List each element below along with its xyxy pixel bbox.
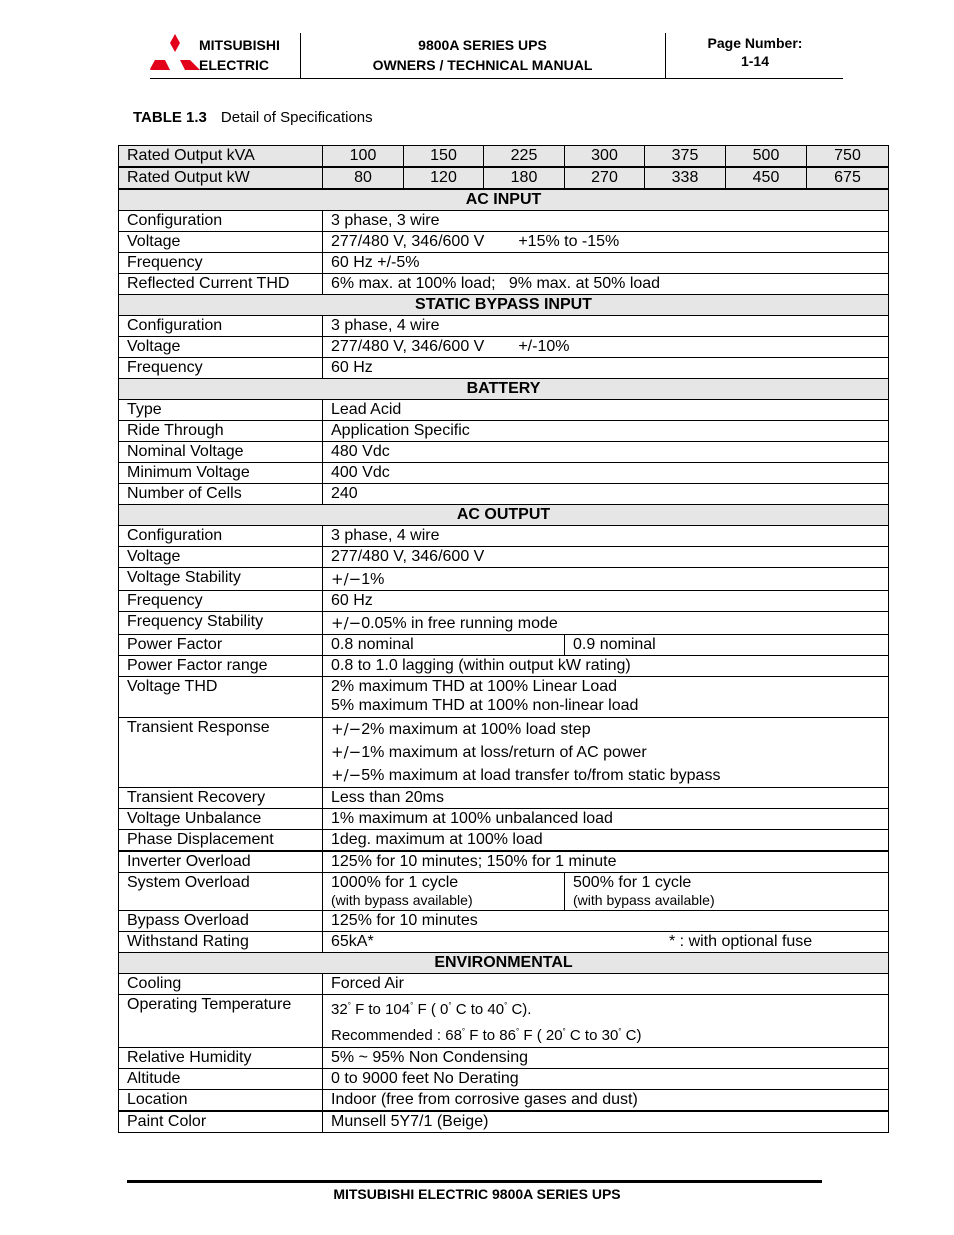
- table-row: [119, 1090, 889, 1112]
- table-row: [119, 591, 889, 612]
- spec-value-tolerance: +15% to -15%: [518, 233, 620, 250]
- table-row: [119, 274, 889, 295]
- spec-value-line: [331, 741, 888, 764]
- table-caption-label: TABLE 1.3: [133, 109, 207, 126]
- plus-minus-symbol: +/−: [331, 570, 362, 588]
- table-row: [119, 974, 889, 995]
- degree-symbol: °: [515, 1027, 520, 1036]
- spec-value: 400 Vdc: [323, 463, 889, 484]
- company-name-line2: ELECTRIC: [199, 57, 269, 73]
- table-row: [119, 337, 889, 358]
- spec-value-text: 500% for 1 cycle: [573, 874, 692, 891]
- spec-label: Power Factor range: [119, 656, 323, 677]
- header-rule: [150, 78, 843, 79]
- battery-heading: BATTERY: [119, 379, 889, 400]
- section-header-row: [119, 953, 889, 974]
- temp-text: F to 104: [355, 1001, 411, 1018]
- table-row: [119, 932, 889, 953]
- spec-value: 0.9 nominal: [565, 635, 889, 656]
- temp-text: C): [625, 1027, 642, 1044]
- spec-label: Configuration: [119, 316, 323, 337]
- table-row: [119, 1069, 889, 1090]
- spec-value-text: 277/480 V, 346/600 V: [331, 338, 485, 355]
- table-row: [119, 656, 889, 677]
- specifications-table: [118, 145, 889, 1133]
- mitsubishi-logo-icon: [150, 34, 200, 74]
- spec-value-text: 2% maximum at 100% load step: [361, 721, 591, 738]
- spec-value-text: 1000% for 1 cycle: [331, 874, 459, 891]
- spec-value: [323, 337, 889, 358]
- rated-kw-cell: 180: [484, 167, 565, 189]
- spec-value-text: 0.05% in free running mode: [361, 615, 558, 632]
- plus-minus-symbol: +/−: [331, 720, 362, 738]
- spec-label: Configuration: [119, 526, 323, 547]
- spec-label: Altitude: [119, 1069, 323, 1090]
- manual-title-line1: 9800A SERIES UPS: [418, 37, 547, 53]
- spec-label: Transient Recovery: [119, 788, 323, 809]
- spec-value: [565, 873, 889, 911]
- table-row: [119, 1111, 889, 1133]
- spec-value: 3 phase, 3 wire: [323, 211, 889, 232]
- plus-minus-symbol: +/−: [331, 614, 362, 632]
- spec-label: Transient Response: [119, 718, 323, 788]
- spec-value: 480 Vdc: [323, 442, 889, 463]
- spec-label: Voltage: [119, 337, 323, 358]
- spec-value-line: 5% maximum THD at 100% non-linear load: [331, 697, 639, 714]
- plus-minus-symbol: +/−: [331, 743, 362, 761]
- ac-output-heading: AC OUTPUT: [119, 505, 889, 526]
- spec-label: Power Factor: [119, 635, 323, 656]
- spec-label: Phase Displacement: [119, 830, 323, 852]
- spec-value-note: (with bypass available): [573, 892, 715, 908]
- table-row: [119, 400, 889, 421]
- temp-text: F to 86: [469, 1027, 516, 1044]
- table-row: [119, 1048, 889, 1069]
- temp-text: C to 40: [455, 1001, 505, 1018]
- static-bypass-heading: STATIC BYPASS INPUT: [119, 295, 889, 316]
- environmental-heading: ENVIRONMENTAL: [119, 953, 889, 974]
- rated-kw-label: Rated Output kW: [119, 167, 323, 189]
- spec-label: Relative Humidity: [119, 1048, 323, 1069]
- rated-kva-cell: 500: [726, 146, 807, 168]
- temp-text: 32: [331, 1001, 348, 1018]
- spec-value: 1deg. maximum at 100% load: [323, 830, 889, 852]
- spec-value-line: [331, 995, 888, 1021]
- spec-label: Type: [119, 400, 323, 421]
- table-row: [119, 484, 889, 505]
- spec-value: [323, 232, 889, 253]
- degree-symbol: °: [448, 1001, 452, 1010]
- spec-value: Less than 20ms: [323, 788, 889, 809]
- spec-label: Voltage: [119, 232, 323, 253]
- footer-text: MITSUBISHI ELECTRIC 9800A SERIES UPS: [333, 1186, 621, 1202]
- rated-kva-cell: 150: [404, 146, 484, 168]
- table-row: [119, 526, 889, 547]
- ac-input-heading: AC INPUT: [119, 189, 889, 211]
- spec-label: Voltage THD: [119, 677, 323, 718]
- spec-label: System Overload: [119, 873, 323, 911]
- page-number-label: Page Number:: [707, 35, 803, 51]
- table-row: [119, 463, 889, 484]
- spec-label: Configuration: [119, 211, 323, 232]
- rated-kva-cell: 750: [807, 146, 889, 168]
- spec-value-note: * : with optional fuse: [669, 933, 813, 950]
- rated-kw-cell: 120: [404, 167, 484, 189]
- manual-title-line2: OWNERS / TECHNICAL MANUAL: [372, 57, 593, 73]
- table-row: [119, 146, 889, 168]
- degree-symbol: °: [347, 1001, 351, 1010]
- spec-label: Paint Color: [119, 1111, 323, 1133]
- spec-value-text: 1% maximum at loss/return of AC power: [361, 744, 647, 761]
- spec-value: Application Specific: [323, 421, 889, 442]
- spec-label: Voltage Stability: [119, 568, 323, 591]
- spec-value: 125% for 10 minutes; 150% for 1 minute: [323, 851, 889, 873]
- degree-symbol: °: [461, 1027, 466, 1036]
- section-header-row: [119, 379, 889, 400]
- spec-value: 0.8 to 1.0 lagging (within output kW rating): [323, 656, 889, 677]
- degree-symbol: °: [618, 1027, 622, 1036]
- spec-label: Inverter Overload: [119, 851, 323, 873]
- spec-value: 60 Hz +/-5%: [323, 253, 889, 274]
- spec-label: Operating Temperature: [119, 995, 323, 1048]
- table-row: [119, 253, 889, 274]
- spec-value: 240: [323, 484, 889, 505]
- table-row: [119, 873, 889, 911]
- rated-kva-cell: 225: [484, 146, 565, 168]
- spec-value: 60 Hz: [323, 358, 889, 379]
- spec-value: [323, 677, 889, 718]
- temp-text: F ( 20: [523, 1027, 563, 1044]
- spec-value: [323, 568, 889, 591]
- page-number-value: 1-14: [740, 53, 770, 69]
- table-row: [119, 612, 889, 635]
- table-row: [119, 809, 889, 830]
- spec-value: Lead Acid: [323, 400, 889, 421]
- spec-value: 60 Hz: [323, 591, 889, 612]
- spec-label: Frequency: [119, 358, 323, 379]
- section-header-row: [119, 505, 889, 526]
- spec-value: Forced Air: [323, 974, 889, 995]
- spec-value-note: (with bypass available): [331, 892, 473, 908]
- rated-kw-cell: 80: [323, 167, 404, 189]
- spec-value: 277/480 V, 346/600 V: [323, 547, 889, 568]
- spec-label: Bypass Overload: [119, 911, 323, 932]
- table-row: [119, 677, 889, 718]
- rated-kw-cell: 450: [726, 167, 807, 189]
- spec-value-line: [331, 718, 888, 741]
- spec-label: Frequency: [119, 591, 323, 612]
- spec-value: 1% maximum at 100% unbalanced load: [323, 809, 889, 830]
- spec-value-text: 277/480 V, 346/600 V: [331, 233, 485, 250]
- spec-value: 5% ~ 95% Non Condensing: [323, 1048, 889, 1069]
- table-caption-text: Detail of Specifications: [220, 109, 373, 126]
- spec-label: Voltage Unbalance: [119, 809, 323, 830]
- rated-kw-cell: 270: [565, 167, 645, 189]
- rated-kva-label: Rated Output kVA: [119, 146, 323, 168]
- temp-text: C).: [511, 1001, 532, 1018]
- company-name-line1: MITSUBISHI: [199, 37, 280, 53]
- rated-kw-cell: 675: [807, 167, 889, 189]
- spec-label: Reflected Current THD: [119, 274, 323, 295]
- spec-label: Frequency Stability: [119, 612, 323, 635]
- spec-label: Ride Through: [119, 421, 323, 442]
- temp-text: F ( 0: [417, 1001, 449, 1018]
- section-header-row: [119, 295, 889, 316]
- spec-value: 125% for 10 minutes: [323, 911, 889, 932]
- spec-value: 0 to 9000 feet No Derating: [323, 1069, 889, 1090]
- spec-value-tolerance: +/-10%: [518, 338, 570, 355]
- table-row: [119, 547, 889, 568]
- spec-value-line: [331, 764, 888, 787]
- table-row: [119, 211, 889, 232]
- spec-label: Cooling: [119, 974, 323, 995]
- spec-value-line: [331, 1021, 888, 1047]
- spec-value: Munsell 5Y7/1 (Beige): [323, 1111, 889, 1133]
- spec-value: 0.8 nominal: [323, 635, 565, 656]
- spec-label: Frequency: [119, 253, 323, 274]
- section-header-row: [119, 189, 889, 211]
- degree-symbol: °: [562, 1027, 566, 1036]
- degree-symbol: °: [410, 1001, 414, 1010]
- spec-value-text: 5% maximum at load transfer to/from static bypass: [361, 767, 721, 784]
- spec-value: 6% max. at 100% load; 9% max. at 50% load: [323, 274, 889, 295]
- table-row: [119, 718, 889, 788]
- rated-kva-cell: 300: [565, 146, 645, 168]
- spec-value: Indoor (free from corrosive gases and dust): [323, 1090, 889, 1112]
- spec-value-text: 65kA*: [331, 933, 374, 950]
- temp-text: C to 30: [569, 1027, 619, 1044]
- table-row: [119, 851, 889, 873]
- spec-value: 3 phase, 4 wire: [323, 316, 889, 337]
- table-row: [119, 421, 889, 442]
- rated-kw-cell: 338: [645, 167, 726, 189]
- table-row: [119, 442, 889, 463]
- plus-minus-symbol: +/−: [331, 766, 362, 784]
- spec-label: Location: [119, 1090, 323, 1112]
- table-row: [119, 358, 889, 379]
- table-row: [119, 568, 889, 591]
- spec-value: 3 phase, 4 wire: [323, 526, 889, 547]
- table-row: [119, 167, 889, 189]
- header-divider-right: [665, 33, 666, 79]
- spec-label: Withstand Rating: [119, 932, 323, 953]
- table-row: [119, 830, 889, 852]
- footer-rule: [127, 1180, 822, 1183]
- spec-label: Minimum Voltage: [119, 463, 323, 484]
- temp-text: Recommended : 68: [331, 1027, 462, 1044]
- table-row: [119, 911, 889, 932]
- table-row: [119, 316, 889, 337]
- spec-label: Number of Cells: [119, 484, 323, 505]
- spec-value: [323, 718, 889, 788]
- rated-kva-cell: 375: [645, 146, 726, 168]
- spec-value-text: 1%: [361, 571, 385, 588]
- table-row: [119, 995, 889, 1048]
- rated-kva-cell: 100: [323, 146, 404, 168]
- table-row: [119, 232, 889, 253]
- table-row: [119, 635, 889, 656]
- spec-label: Voltage: [119, 547, 323, 568]
- spec-value: [323, 873, 565, 911]
- spec-label: Nominal Voltage: [119, 442, 323, 463]
- spec-value: [323, 995, 889, 1048]
- spec-value: [323, 612, 889, 635]
- spec-value: [323, 932, 889, 953]
- degree-symbol: °: [504, 1001, 508, 1010]
- table-row: [119, 788, 889, 809]
- spec-value-line: 2% maximum THD at 100% Linear Load: [331, 678, 618, 695]
- table-caption: [133, 109, 373, 126]
